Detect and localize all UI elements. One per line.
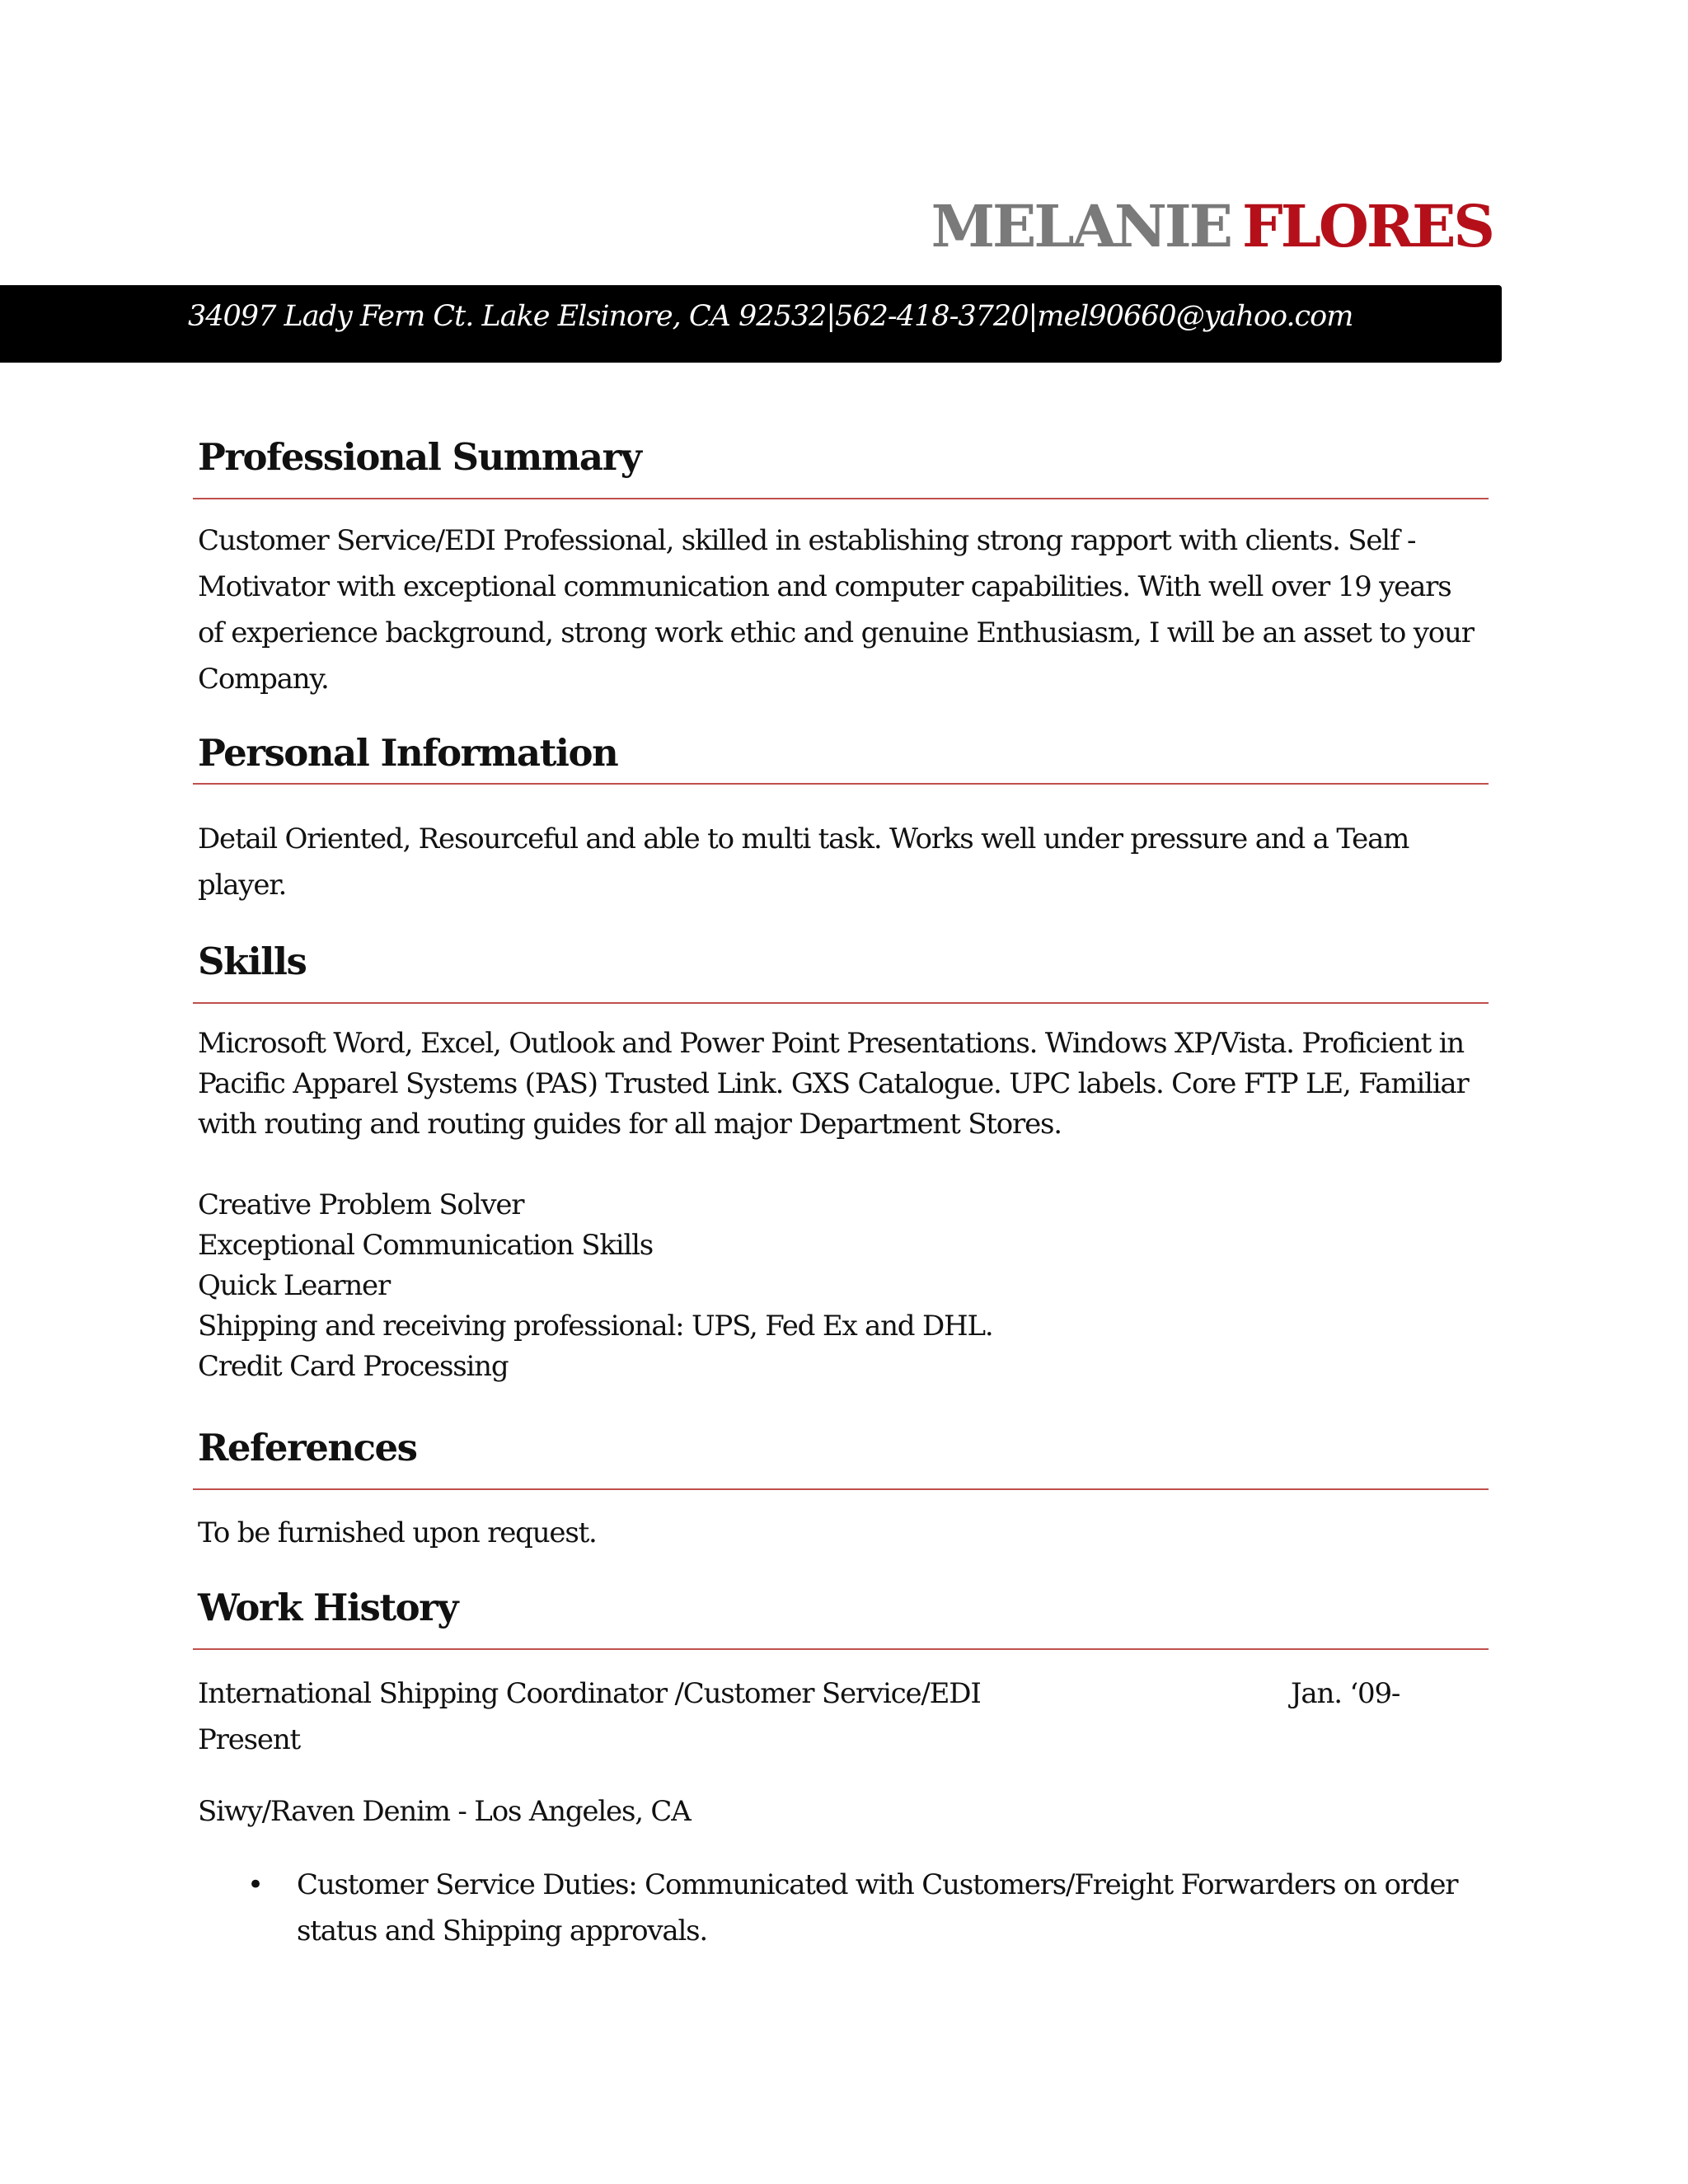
- duty-line: Customer Service Duties: Communicated with Customers/Freight Forwarders on order: [297, 1868, 1458, 1901]
- section-personal-information: [198, 731, 1489, 776]
- duties-list: [198, 1862, 1489, 1954]
- skills-body: [198, 1024, 1489, 1145]
- list-item: [198, 1862, 1489, 1954]
- section-divider: [193, 498, 1489, 499]
- personal-line: Detail Oriented, Resourceful and able to multi task. Works well under pressure and a Team: [198, 823, 1409, 855]
- section-professional-summary: [198, 435, 1489, 480]
- job-date: Jan. ‘09-: [1291, 1677, 1400, 1710]
- skills-line: Pacific Apparel Systems (PAS) Trusted Link. GXS Catalogue. UPC labels. Core FTP LE, Familiar: [198, 1067, 1469, 1100]
- job-duties: [198, 1862, 1489, 1954]
- references-text: To be furnished upon request.: [198, 1516, 597, 1549]
- skill-item: Creative Problem Solver: [198, 1188, 524, 1221]
- skills-line: Microsoft Word, Excel, Outlook and Power Point Presentations. Windows XP/Vista. Proficient in: [198, 1027, 1465, 1060]
- personal-line: player.: [198, 869, 287, 902]
- summary-line: Company.: [198, 663, 329, 696]
- section-title: References: [198, 1426, 417, 1469]
- job-entry: [198, 1671, 1489, 1763]
- section-divider: [193, 1002, 1489, 1004]
- skill-item: Quick Learner: [198, 1269, 390, 1302]
- section-skills: [198, 940, 1489, 984]
- section-divider: [193, 783, 1489, 785]
- job-title: International Shipping Coordinator /Customer Service/EDI: [198, 1677, 981, 1710]
- last-name: FLORES: [1242, 192, 1493, 260]
- skills-line: with routing and routing guides for all major Department Stores.: [198, 1108, 1062, 1141]
- summary-line: Motivator with exceptional communication and computer capabilities. With well over 19 years: [198, 570, 1451, 603]
- section-references: [198, 1426, 1489, 1470]
- job-date-continued: Present: [198, 1723, 300, 1756]
- summary-body: [198, 518, 1489, 702]
- job-title-line: [198, 1671, 1489, 1717]
- company-name: Siwy/Raven Denim - Los Angeles, CA: [198, 1795, 691, 1828]
- section-divider: [193, 1648, 1489, 1650]
- duty-line: status and Shipping approvals.: [297, 1915, 708, 1947]
- summary-line: of experience background, strong work ethic and genuine Enthusiasm, I will be an asset to your: [198, 616, 1474, 649]
- section-title: Skills: [198, 940, 307, 983]
- first-name: MELANIE: [931, 192, 1231, 260]
- contact-bar: [0, 285, 1502, 363]
- skills-list: [198, 1185, 1489, 1387]
- skill-item: Credit Card Processing: [198, 1350, 509, 1383]
- section-title: Work History: [198, 1586, 458, 1629]
- contact-info: 34097 Lady Fern Ct. Lake Elsinore, CA 92532|562-418-3720|mel90660@yahoo.com: [188, 300, 1353, 333]
- section-divider: [193, 1488, 1489, 1490]
- section-work-history: [198, 1586, 1489, 1630]
- skill-item: Exceptional Communication Skills: [198, 1229, 654, 1262]
- section-title: Personal Information: [198, 731, 618, 775]
- summary-line: Customer Service/EDI Professional, skilled in establishing strong rapport with clients. Self -: [198, 524, 1416, 557]
- references-body: [198, 1510, 1489, 1556]
- skill-item: Shipping and receiving professional: UPS, Fed Ex and DHL.: [198, 1310, 993, 1343]
- section-title: Professional Summary: [198, 435, 641, 479]
- company-entry: [198, 1788, 1489, 1835]
- resume-name: [931, 192, 1493, 260]
- personal-body: [198, 816, 1489, 908]
- bullet-icon: •: [247, 1868, 263, 1901]
